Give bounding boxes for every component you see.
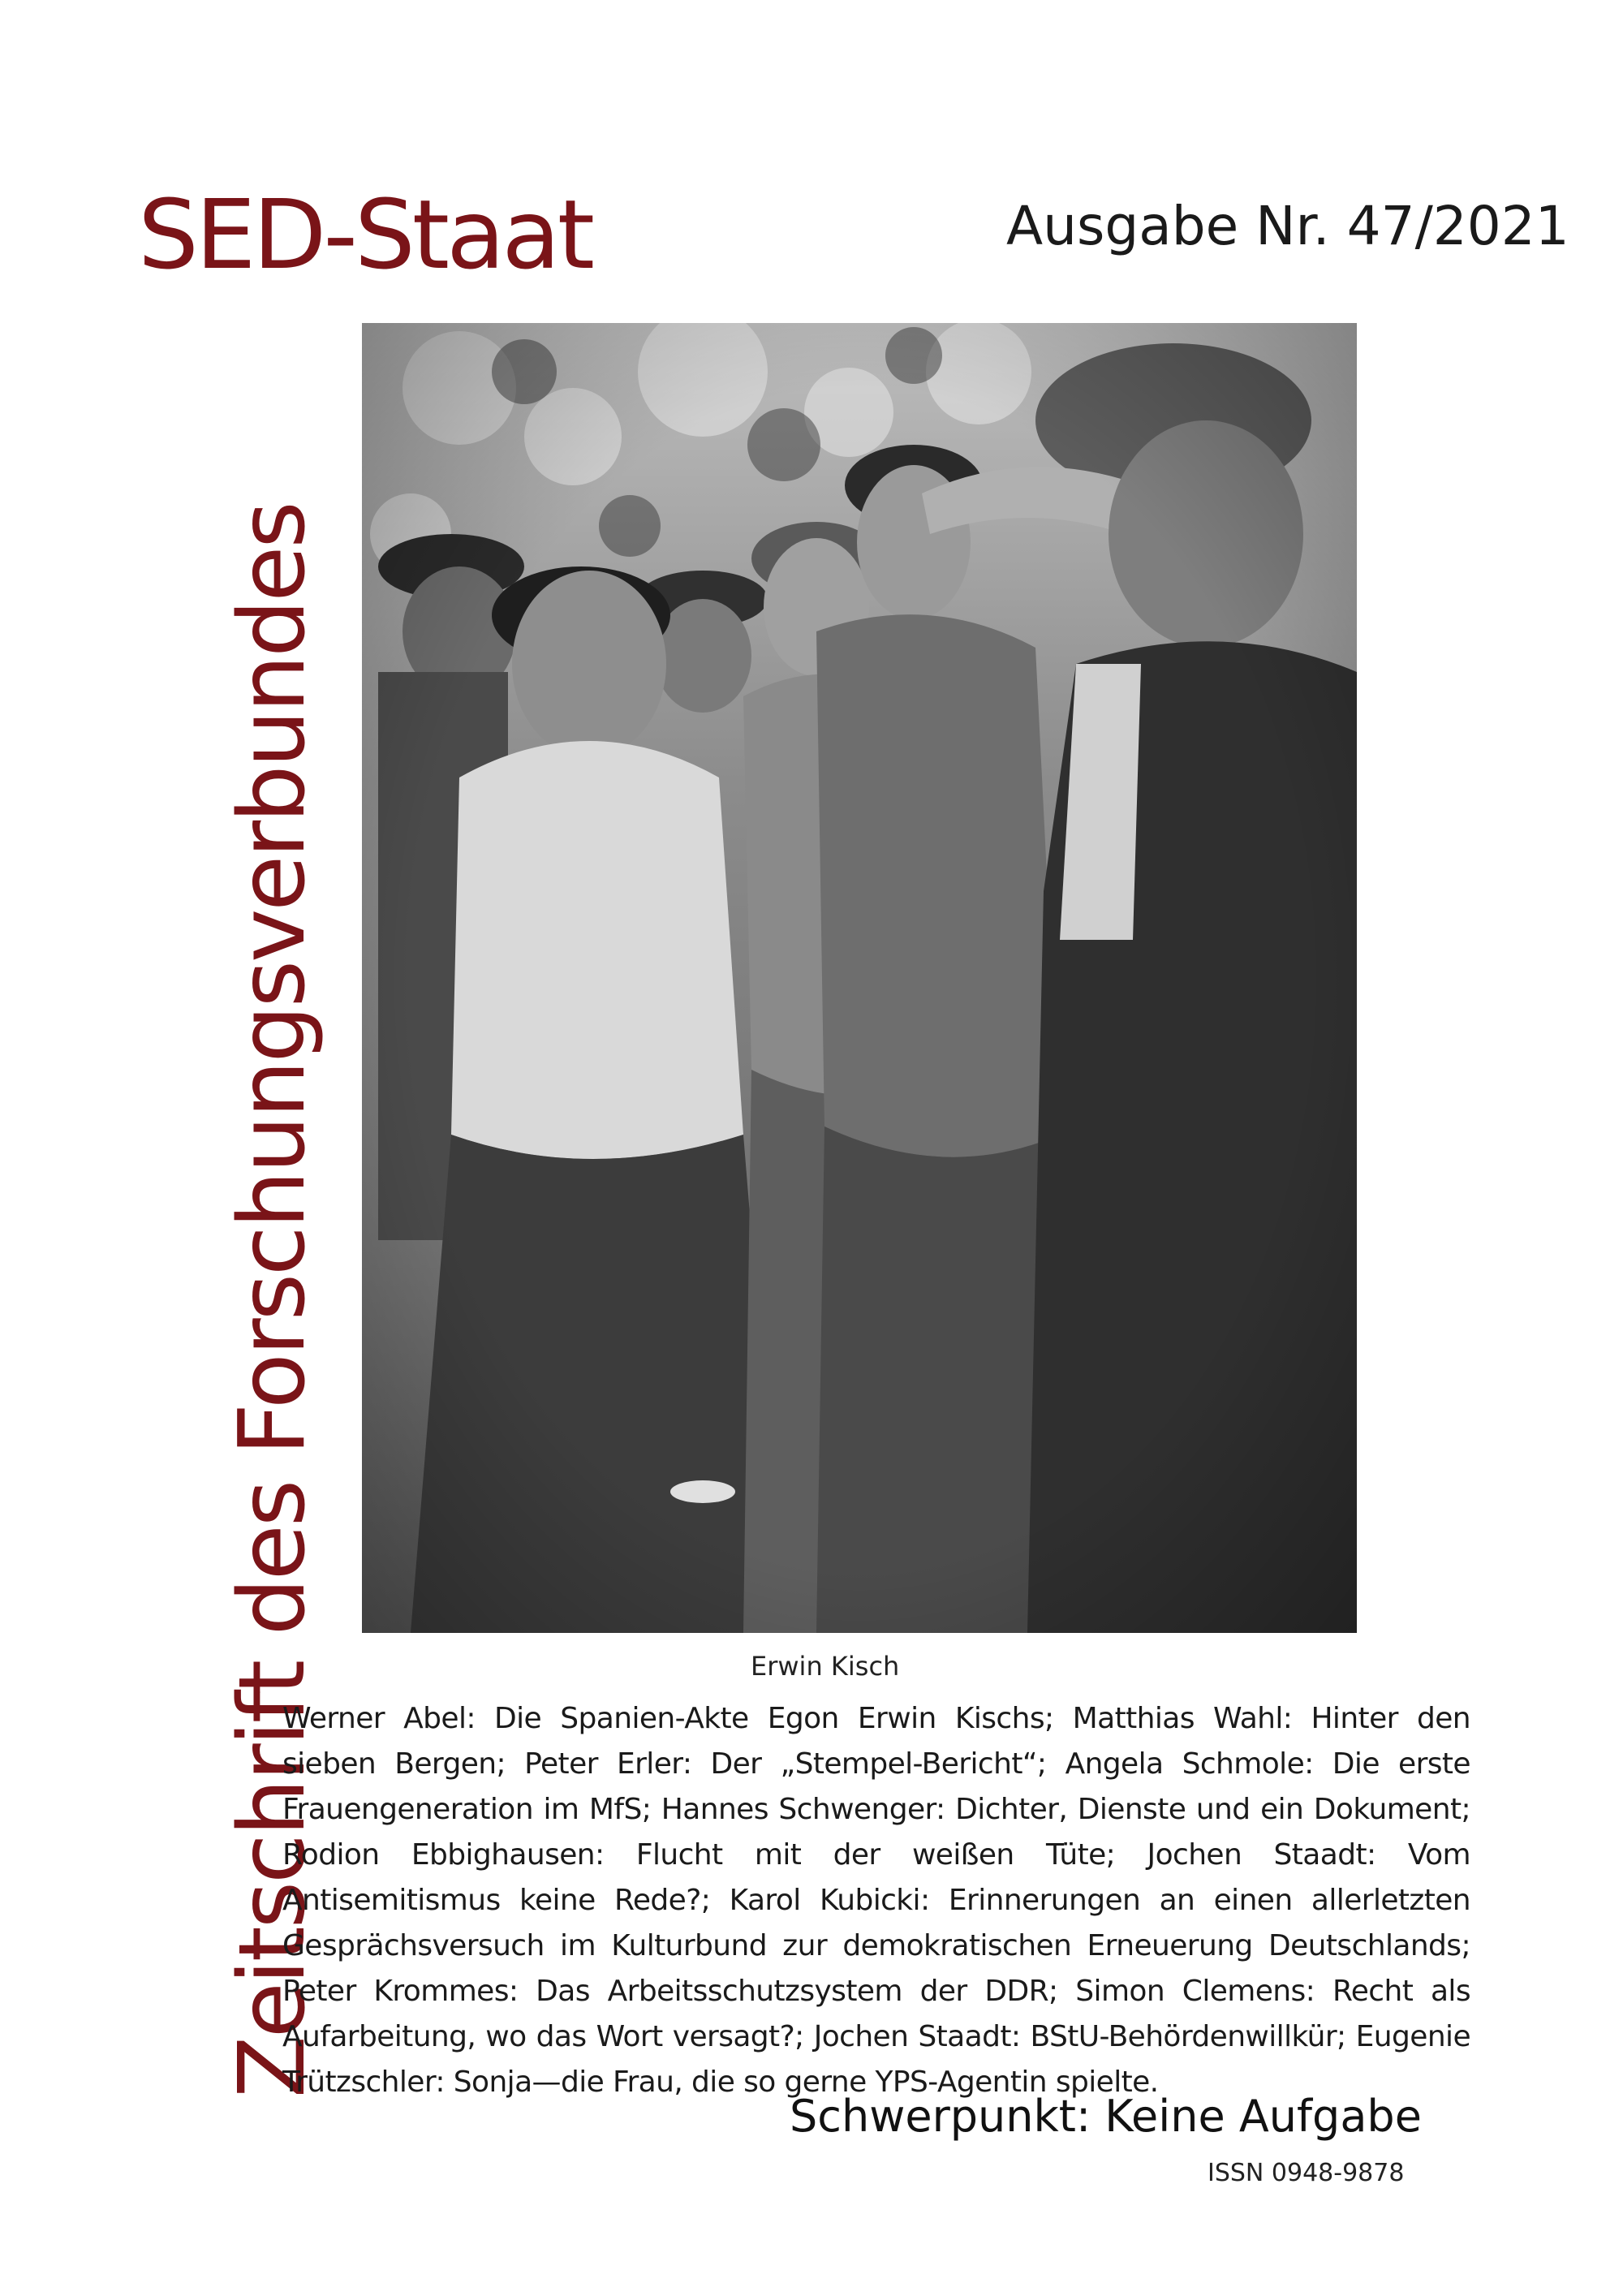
issn: ISSN 0948-9878 xyxy=(1208,2159,1405,2187)
cover-photo xyxy=(362,323,1357,1633)
table-of-contents: Werner Abel: Die Spanien-Akte Egon Erwin Kischs; Matthias Wahl: Hinter den sieben Bergen; Peter Erler: Der „Stempel-Bericht“; Angela Schmole: Die erste Frauengeneration im MfS; Hannes Schwenger: Dichter, Dienste und ein Dokument; Rodion Ebbighausen: Flucht mit der weißen Tüte; Jochen Staadt: Vom Antisemitismus keine Rede?; Karol Kubicki: Erinnerungen an einen allerletzten Gesprächsversuch im Kulturbund zur demokratischen Erneuerung Deutschlands; Peter Krommes: Das Arbeitsschutzsystem der DDR; Simon Clemens: Recht als Aufarbeitung, wo das Wort versagt?; Jochen Staadt: BStU-Behördenwillkür; Eugenie Trützschler: Sonja—die Frau, die so gerne YPS-Agentin spielte. xyxy=(282,1702,1470,2099)
vertical-subtitle: Zeitschrift des Forschungsverbundes xyxy=(220,503,325,2098)
cover-photo-illustration xyxy=(362,323,1357,1633)
photo-caption: Erwin Kisch xyxy=(751,1651,900,1682)
issue-number: Ausgabe Nr. 47/2021 xyxy=(1006,195,1569,257)
journal-title: SED-Staat xyxy=(138,179,592,291)
focus-topic: Schwerpunkt: Keine Aufgabe xyxy=(790,2091,1422,2142)
